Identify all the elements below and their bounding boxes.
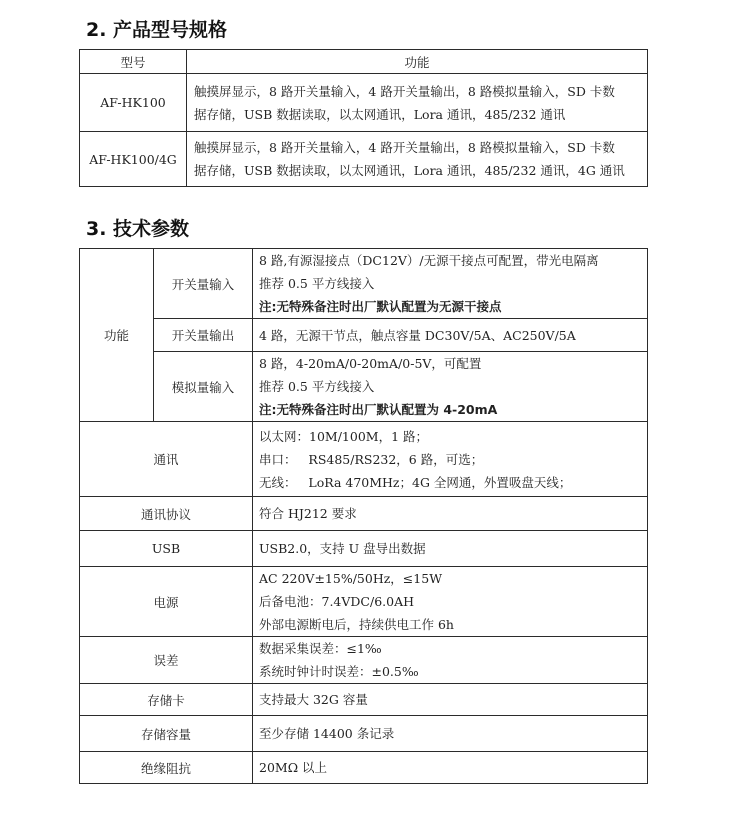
spec-value [253,249,648,319]
function-line: 触摸屏显示，8 路开关量输入，4 路开关量输出，8 路模拟量输入，SD 卡数 [194,83,615,99]
spec-line: 以太网：10M/100M，1 路； [259,428,429,444]
spec-label: USB [80,531,253,567]
spec-note: 注:无特殊备注时出厂默认配置为无源干接点 [259,299,502,314]
table-row [80,132,648,187]
sub-label: 开关量输入 [154,249,253,319]
model-function [187,132,648,187]
technical-spec-table [79,248,648,784]
spec-line: AC 220V±15%/50Hz，≤15W [259,571,443,586]
sub-label: 模拟量输入 [154,352,253,422]
spec-value [253,752,648,784]
spec-label: 通讯 [80,422,253,497]
spec-value [253,531,648,567]
table-row [80,684,648,716]
spec-value [253,422,648,497]
spec-line: 20MΩ 以上 [259,760,328,775]
spec-value [253,684,648,716]
table-row [80,497,648,531]
table-row [80,249,648,319]
spec-line: 支持最大 32G 容量 [259,692,368,707]
spec-line: 4 路，无源干节点，触点容量 DC30V/5A、AC250V/5A [259,327,576,343]
table-row [80,637,648,684]
spec-line: 系统时钟计时误差：±0.5‰ [259,664,419,679]
model-function [187,74,648,132]
header-function: 功能 [187,50,648,74]
spec-note: 注:无特殊备注时出厂默认配置为 4-20mA [259,402,498,417]
spec-value [253,352,648,422]
table-row [80,74,648,132]
table-row [80,752,648,784]
spec-line: 推荐 0.5 平方线接入 [259,379,375,394]
spec-line: 外部电源断电后，持续供电工作 6h [259,617,454,632]
spec-label: 电源 [80,567,253,637]
model-name: AF-HK100 [80,74,187,132]
spec-label: 存储卡 [80,684,253,716]
spec-value [253,567,648,637]
table-row [80,352,648,422]
spec-line: 至少存储 14400 条记录 [259,726,395,741]
spec-line: 8 路，4-20mA/0-20mA/0-5V，可配置 [259,356,482,371]
spec-value [253,637,648,684]
table-row [80,531,648,567]
table-row [80,422,648,497]
spec-line: 符合 HJ212 要求 [259,506,357,521]
spec-label: 存储容量 [80,716,253,752]
table-header-row [80,50,648,74]
spec-label: 误差 [80,637,253,684]
function-group-label: 功能 [80,249,154,422]
function-line: 触摸屏显示，8 路开关量输入，4 路开关量输出，8 路模拟量输入，SD 卡数 [194,140,615,155]
function-line: 据存储，USB 数据读取，以太网通讯，Lora 通讯，485/232 通讯 [194,106,566,122]
spec-line: 推荐 0.5 平方线接入 [259,276,375,291]
spec-label: 通讯协议 [80,497,253,531]
sub-label: 开关量输出 [154,319,253,352]
spec-value [253,716,648,752]
spec-line: 后备电池：7.4VDC/6.0AH [259,594,415,609]
model-spec-table [79,49,648,187]
table-row [80,319,648,352]
spec-label: 绝缘阻抗 [80,752,253,784]
table-row [80,716,648,752]
spec-line: 串口： RS485/RS232，6 路，可选； [259,451,484,467]
spec-line: 8 路,有源湿接点（DC12V）/无源干接点可配置，带光电隔离 [259,253,599,268]
spec-value [253,497,648,531]
function-line: 据存储，USB 数据读取，以太网通讯，Lora 通讯，485/232 通讯，4G 通讯 [194,163,625,178]
spec-line: USB2.0，支持 U 盘导出数据 [259,541,426,556]
spec-value [253,319,648,352]
spec-line: 无线： LoRa 470MHz；4G 全网通，外置吸盘天线； [259,474,572,490]
table-row [80,567,648,637]
spec-line: 数据采集误差：≤1‰ [259,641,382,656]
model-name: AF-HK100/4G [80,132,187,187]
section-title-models: 2. 产品型号规格 [86,19,228,41]
header-model: 型号 [80,50,187,74]
section-title-specs: 3. 技术参数 [86,218,190,240]
